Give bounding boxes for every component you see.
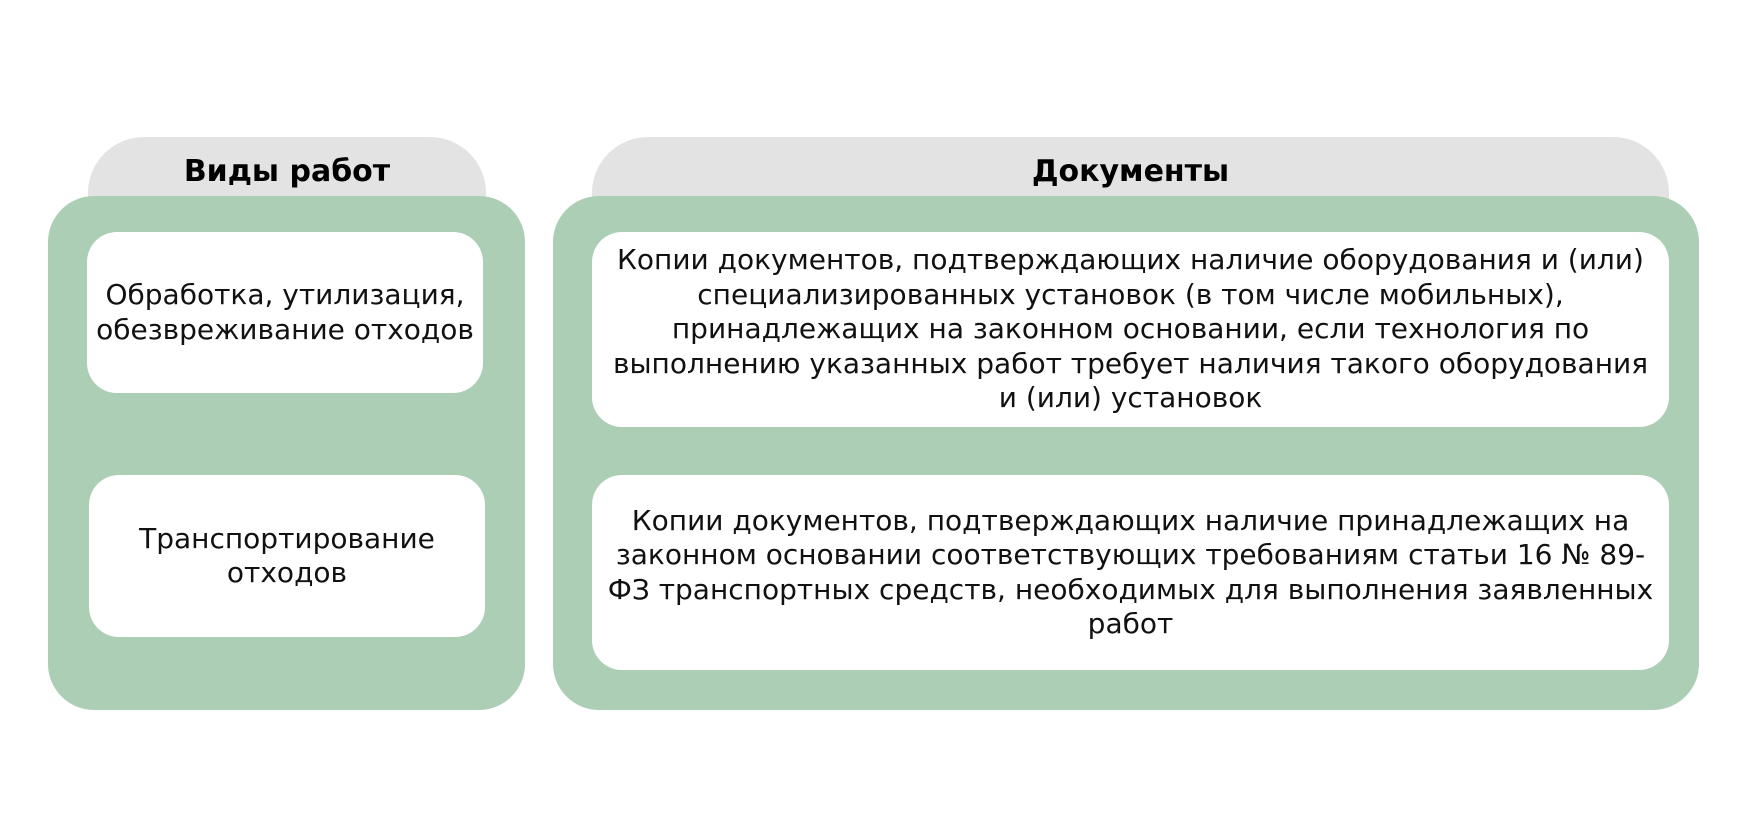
documents-header (592, 137, 1669, 201)
work-types-header-label: Виды работ (183, 153, 391, 189)
document-card-vehicles (592, 475, 1669, 670)
work-type-card-transport (89, 475, 485, 637)
work-type-card-processing (87, 232, 483, 393)
work-types-header (88, 137, 486, 201)
work-type-text: Транспортирование отходов (139, 521, 435, 589)
document-card-equipment (592, 232, 1669, 427)
documents-header-label: Документы (1031, 153, 1230, 189)
document-text: Копии документов, подтверждающих наличие оборудования и (или) специализированных установок (в том числе мобильных), принадлежащих на законном основании, если технология по выполнению указанных работ требует наличия такого оборудования и (или) установок (612, 243, 1649, 415)
document-text: Копии документов, подтверждающих наличие принадлежащих на законном основании соответствующих требованиям статьи 16 № 89-ФЗ транспортных средств, необходимых для выполнения заявленных работ (607, 503, 1654, 640)
work-type-text: Обработка, утилизация, обезвреживание отходов (96, 278, 474, 346)
